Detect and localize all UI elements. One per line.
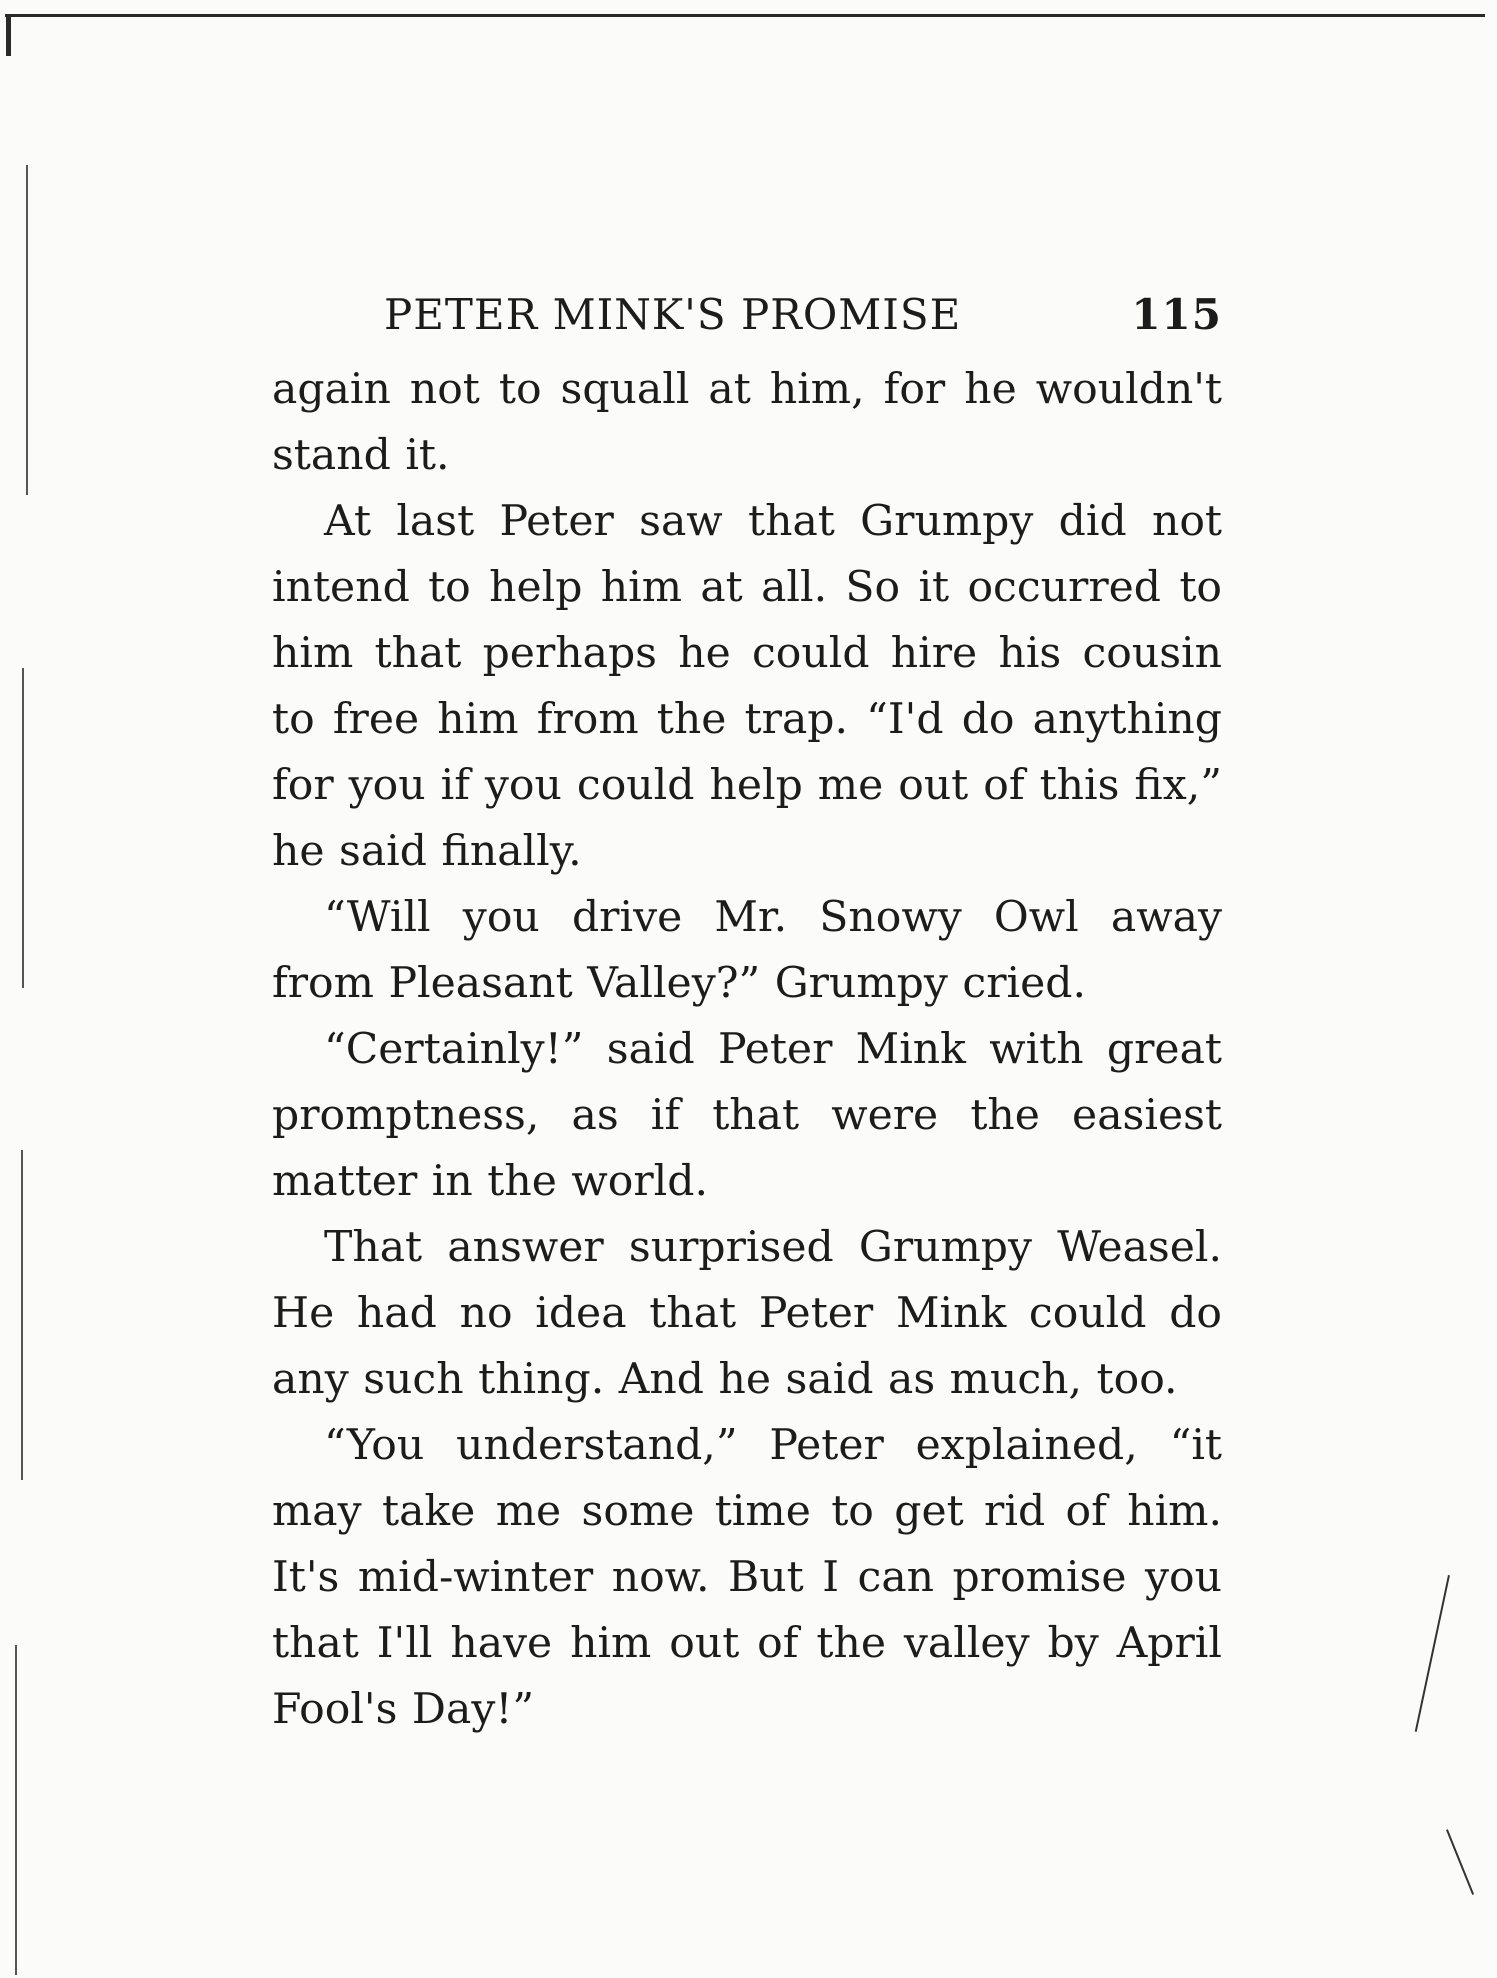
- paragraph-3: “Will you drive Mr. Snowy Owl away from Pleasant Valley?” Grumpy cried.: [272, 893, 1222, 1008]
- scan-corner-mark: [6, 14, 11, 56]
- binding-gutter-mark: [15, 1645, 17, 1975]
- scan-top-border: [5, 14, 1485, 17]
- margin-pencil-stroke: [1415, 1575, 1450, 1732]
- running-head: [272, 290, 1222, 339]
- paragraph-1: again not to squall at him, for he wouldn't stand it.: [272, 365, 1222, 480]
- chapter-title: PETER MINK'S PROMISE: [384, 290, 962, 339]
- book-page: [272, 290, 1222, 1743]
- margin-pencil-stroke: [1446, 1829, 1474, 1895]
- page-number: 115: [1131, 290, 1222, 339]
- paragraph-5: That answer surprised Grumpy Weasel. He had no idea that Peter Mink could do any such thing. And he said as much, too.: [272, 1223, 1222, 1404]
- paragraph-4: “Certainly!” said Peter Mink with great promptness, as if that were the easiest matter in the world.: [272, 1025, 1222, 1206]
- binding-gutter-mark: [22, 668, 24, 988]
- binding-gutter-mark: [26, 165, 28, 495]
- paragraph-2: At last Peter saw that Grumpy did not intend to help him at all. So it occurred to him that perhaps he could hire his cousin to free him from the trap. “I'd do anything for you if you could help me out of this fix,” he said finally.: [272, 497, 1222, 876]
- paragraph-6: “You understand,” Peter explained, “it may take me some time to get rid of him. It's mid-winter now. But I can promise you that I'll have him out of the valley by April Fool's Day!”: [272, 1421, 1222, 1734]
- binding-gutter-mark: [21, 1150, 23, 1480]
